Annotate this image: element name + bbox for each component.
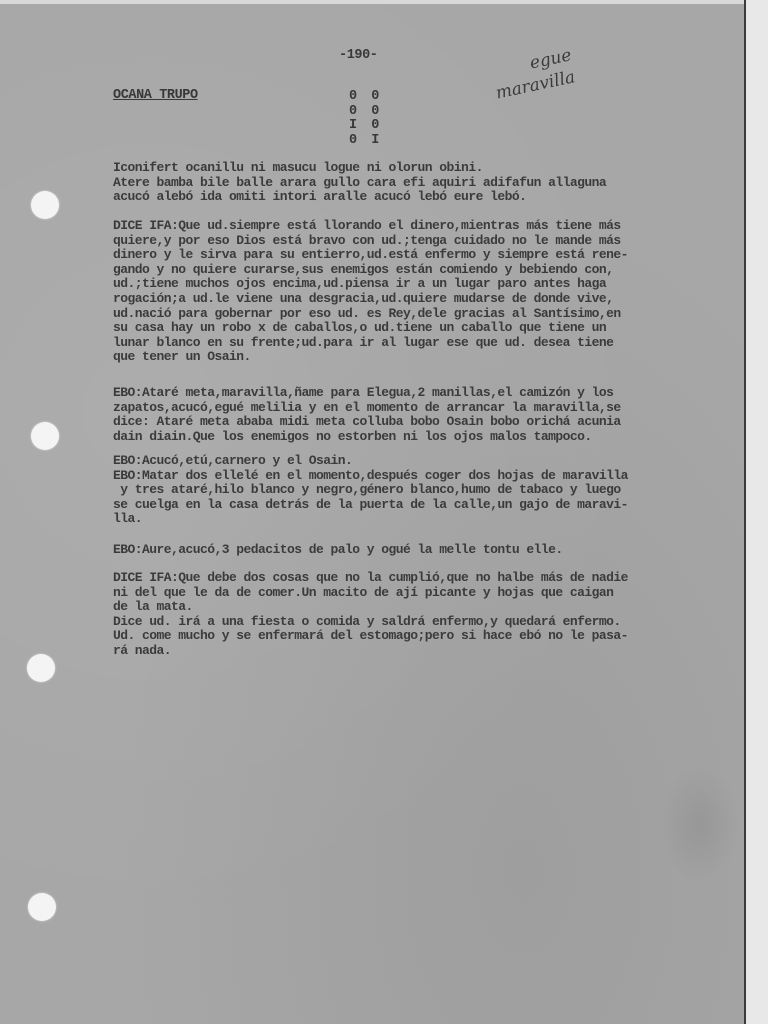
text-line: y tres ataré,hilo blanco y negro,género blanco,humo de tabaco y luego — [113, 483, 621, 498]
odu-mark-row: 0 I — [349, 132, 383, 148]
text-line: ni del que le da de comer.Un macito de ají picante y hojas que caigan — [113, 585, 614, 600]
punch-hole — [31, 422, 59, 450]
paragraph-dice-ifa-2 — [113, 571, 753, 659]
paragraph-dice-ifa-1 — [113, 219, 753, 365]
odu-signature — [349, 90, 382, 148]
text-line: Ud. come mucho y se enfermará del estomago;pero si hace ebó no le pasa- — [113, 629, 628, 644]
punch-hole — [31, 191, 59, 219]
odu-mark-row: I 0 — [349, 118, 383, 133]
text-line: Dice ud. irá a una fiesta o comida y saldrá enfermo,y quedará enfermo. — [113, 614, 621, 629]
text-line: EBO:Ataré meta,maravilla,ñame para Elegua,2 manillas,el camizón y los — [113, 386, 614, 400]
text-line: quiere,y por eso Dios está bravo con ud.;tenga cuidado no le mande más — [113, 233, 621, 248]
text-line: lla. — [113, 512, 143, 527]
page-title: OCANA TRUPO — [113, 88, 198, 103]
paragraph-incantation — [113, 161, 753, 205]
typewritten-page — [0, 4, 748, 1024]
handwritten-note-line-1: egue — [528, 45, 574, 74]
text-line: dain diain.Que los enemigos no estorben ni los ojos malos tampoco. — [113, 429, 592, 444]
text-line: rogación;a ud.le viene una desgracia,ud.quiere mudarse de donde vive, — [113, 291, 614, 306]
paragraph-ebo-1 — [113, 386, 753, 444]
text-line: rá nada. — [113, 643, 172, 658]
text-line: dice: Ataré meta ababa midi meta colluba bobo Osain bobo orichá acunia — [113, 415, 621, 430]
odu-mark-row: 0 0 — [349, 89, 383, 104]
text-line: gando y no quiere curarse,sus enemigos están comiendo y bebiendo con, — [113, 262, 614, 277]
text-line: DICE IFA:Que debe dos cosas que no la cumplió,que no halbe más de nadie — [113, 571, 628, 585]
page-number: -190- — [339, 48, 378, 63]
text-line: EBO:Matar dos ellelé en el momento,después coger dos hojas de maravilla — [113, 468, 628, 483]
scanner-edge-right — [744, 0, 768, 1024]
paper-stain — [660, 764, 740, 884]
text-line: EBO:Aure,acucó,3 pedacitos de palo y ogué la melle tontu elle. — [113, 543, 563, 557]
text-line: dinero y le sirva para su entierro,ud.está enfermo y siempre está rene- — [113, 248, 628, 263]
handwritten-note-line-2: maravilla — [494, 67, 577, 104]
paragraph-ebo-2 — [113, 454, 753, 527]
text-line: zapatos,acucó,egué melilia y en el momento de arrancar la maravilla,se — [113, 400, 621, 415]
text-line: EBO:Acucó,etú,carnero y el Osain. — [113, 454, 353, 468]
text-line: Iconifert ocanillu ni masucu logue ni olorun obini. — [113, 161, 483, 175]
text-line: lunar blanco en su frente;ud.para ir al lugar ese que ud. desea tiene — [113, 335, 614, 350]
text-line: ud.;tiene muchos ojos encima,ud.piensa ir a un lugar paro antes haga — [113, 277, 607, 292]
text-line: de la mata. — [113, 600, 193, 615]
text-line: se cuelga en la casa detrás de la puerta de la calle,un gajo de maravi- — [113, 497, 628, 512]
text-line: su casa hay un robo x de caballos,o ud.tiene un caballo que tiene un — [113, 321, 607, 336]
text-line: Atere bamba bile balle arara gullo cara efi aquiri adifafun allaguna — [113, 175, 607, 190]
text-line: ud.nació para gobernar por eso ud. es Rey,dele gracias al Santísimo,en — [113, 306, 621, 321]
odu-mark-row: 0 0 — [349, 103, 383, 119]
punch-hole — [28, 893, 56, 921]
text-line: acucó alebó ida omiti intori aralle acucó lebó eure lebó. — [113, 190, 527, 205]
punch-hole — [27, 654, 55, 682]
text-line: DICE IFA:Que ud.siempre está llorando el dinero,mientras más tiene más — [113, 219, 621, 233]
text-line: que tener un Osain. — [113, 350, 251, 365]
paragraph-ebo-3 — [113, 543, 753, 558]
